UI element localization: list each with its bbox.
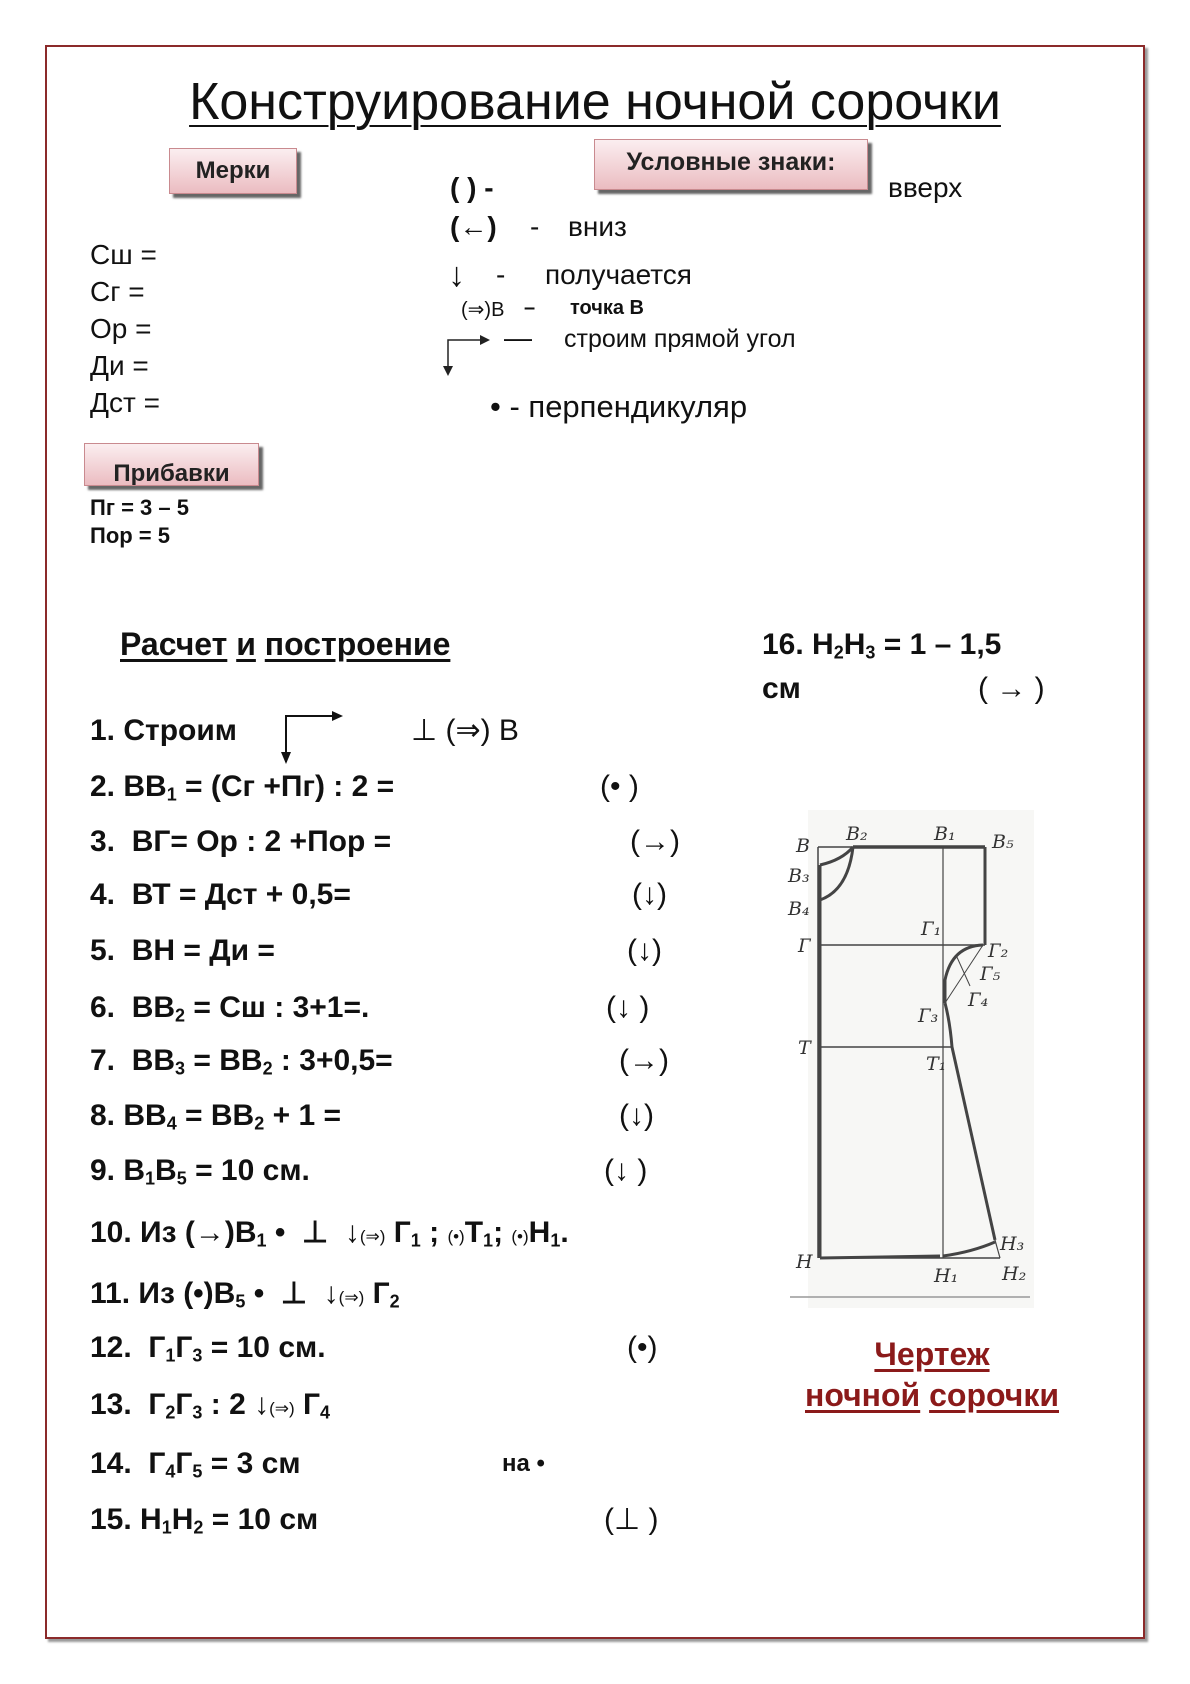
step-text: 2. $ВВ_1 = (Сг +Пг)$ : 2 = — [90, 770, 395, 805]
caption-word-1: Чертеж — [874, 1336, 990, 1372]
legend-down-dash: - — [530, 211, 540, 242]
step-text: 14. $Г_4Г_5 = 3$ см — [90, 1447, 301, 1482]
drawing-label: В₄ — [788, 898, 810, 920]
step-text: $Г_2$ — [364, 1277, 400, 1312]
step-text: 12. $Г_1Г_3 = 10$ см. — [90, 1331, 326, 1366]
step-small-symbol: (⇒) — [269, 1399, 295, 1418]
drawing-label: Н₃ — [1000, 1233, 1025, 1255]
legend-up-symbol: ( ) - — [450, 172, 494, 203]
step-small-symbol: (⇒) — [359, 1227, 386, 1246]
step-text: $Т_1$; — [464, 1216, 512, 1251]
drawing-label: В₃ — [788, 865, 810, 887]
drawing-label: В — [796, 835, 810, 857]
step-text: 4. ВТ = Дст + 0,5= — [90, 878, 351, 911]
step-9-direction: (↓ ) — [604, 1154, 648, 1187]
measure-or: Ор = — [90, 313, 152, 344]
step-16-mark: ( → ) — [978, 672, 1045, 705]
step-1-symbol: ⊥ (⇒) В — [411, 714, 519, 747]
caption-word-3: сорочки — [929, 1377, 1059, 1413]
measure-dst: Дст = — [90, 387, 160, 418]
step-9 — [90, 1153, 310, 1189]
drawing-label: Г — [798, 935, 811, 957]
legend-perpendicular: • - перпендикуляр — [490, 389, 748, 424]
legend-angle-dash: — — [504, 322, 532, 353]
step-text: 8. $ВВ_4 = ВВ_2 + 1$ = — [90, 1099, 341, 1134]
legend-point-dash: – — [524, 297, 536, 319]
step-15-direction: (⊥ ) — [604, 1503, 659, 1536]
step-14-direction: на • — [502, 1450, 545, 1477]
measure-sg: Сг = — [90, 276, 145, 307]
drawing-label: В₅ — [992, 831, 1014, 853]
drawing-label: Н — [796, 1251, 813, 1273]
step-text: 11. Из $(•)В_5$ • ⊥ ↓ — [90, 1277, 339, 1312]
step-6 — [90, 990, 369, 1026]
drawing-caption-line2 — [782, 1377, 1082, 1414]
step-5-direction: (↓) — [627, 934, 662, 967]
step-10 — [90, 1215, 569, 1255]
step-text: 15. $Н_1Н_2 = 10$ см — [90, 1503, 319, 1538]
step-6-direction: (↓ ) — [606, 991, 650, 1024]
step-small-symbol: (•) — [447, 1227, 465, 1246]
drawing-label: Г₄ — [968, 989, 989, 1011]
drawing-label: Т₁ — [926, 1053, 947, 1075]
step-7-direction: (→) — [619, 1044, 669, 1077]
step-16-line2: см — [762, 672, 801, 705]
section-word-2: и — [236, 626, 256, 662]
step-text: $Н_1$. — [528, 1216, 569, 1251]
measures-heading: Мерки — [169, 148, 297, 194]
legend-heading: Условные знаки: — [594, 139, 868, 190]
allowances-heading: Прибавки — [84, 443, 259, 486]
nightgown-pattern-drawing — [780, 800, 1080, 1320]
drawing-label: Г₅ — [980, 963, 1001, 985]
legend-result-symbol: ↓ — [448, 256, 465, 294]
legend-result-dash: - — [496, 259, 506, 290]
step-text: 7. $ВВ_3 = ВВ_2$ : 3+0,5= — [90, 1044, 393, 1079]
step-8-direction: (↓) — [619, 1099, 654, 1132]
step-5 — [90, 933, 275, 969]
step-text: $Г_4$ — [294, 1388, 331, 1423]
step-text: 6. $ВВ_2$ = Сш : 3+1=. — [90, 991, 370, 1026]
drawing-label: Г₂ — [988, 940, 1009, 962]
step-3-direction: (→) — [630, 825, 680, 858]
legend-down-text: вниз — [568, 211, 627, 242]
allowance-pg: Пг = 3 – 5 — [90, 495, 189, 520]
drawing-label: Н₂ — [1002, 1263, 1027, 1285]
legend-point-symbol: (⇒)В — [461, 299, 505, 321]
drawing-label: Г₁ — [921, 918, 942, 940]
step-12-direction: (•) — [627, 1331, 658, 1364]
step-text: 5. ВН = Ди = — [90, 934, 275, 967]
legend-angle-text: строим прямой угол — [564, 325, 796, 353]
legend-point-text: точка В — [570, 297, 644, 319]
step-2 — [90, 769, 394, 805]
drawing-label: Г₃ — [918, 1005, 939, 1027]
step-3 — [90, 824, 391, 860]
step-2-direction: (• ) — [600, 770, 639, 803]
drawing-label: В₁ — [934, 823, 956, 845]
step-text: 10. Из $(\to)В_1$ • ⊥ ↓ — [90, 1216, 360, 1251]
drawing-label: Н₁ — [934, 1265, 959, 1287]
step-8 — [90, 1098, 341, 1134]
step-4-direction: (↓) — [632, 878, 667, 911]
measure-di: Ди = — [90, 350, 149, 381]
step-14 — [90, 1446, 301, 1482]
drawing-label: В₂ — [846, 823, 868, 845]
step-4 — [90, 877, 351, 913]
step-1 — [90, 713, 237, 749]
step-7 — [90, 1043, 393, 1079]
step-16-line1: 16. $Н_2Н_3 = 1 - 1,5$ — [762, 628, 1002, 663]
step-11 — [90, 1276, 400, 1316]
step-text: 13. $Г_2Г_3$ : 2 ↓ — [90, 1388, 270, 1423]
legend-result-text: получается — [545, 259, 692, 290]
page-title: Конструирование ночной сорочки — [189, 73, 1001, 131]
drawing-label: Т — [798, 1037, 811, 1059]
step-text: 1. Строим — [90, 714, 237, 747]
step-text: $Г_1$ ; — [385, 1216, 448, 1251]
step-text: 9. $В_1В_5 = 10$ см. — [90, 1154, 310, 1189]
legend-down-symbol: (←) — [450, 211, 497, 242]
section-word-1: Расчет — [120, 626, 228, 662]
step-12 — [90, 1330, 326, 1366]
section-heading — [120, 626, 450, 663]
step-15 — [90, 1502, 318, 1538]
measure-sh: Сш = — [90, 239, 157, 270]
legend-up-text: вверх — [888, 172, 963, 203]
right-angle-icon — [280, 708, 346, 766]
allowance-por: Пор = 5 — [90, 523, 170, 548]
step-13 — [90, 1387, 330, 1427]
step-small-symbol: (⇒) — [338, 1288, 365, 1307]
step-text: 3. ВГ= Ор : 2 +Пор = — [90, 825, 392, 858]
step-small-symbol: (•) — [511, 1227, 529, 1246]
drawing-caption-line1 — [782, 1336, 1082, 1373]
right-angle-icon — [440, 330, 500, 380]
section-word-3: построение — [264, 626, 451, 662]
caption-word-2: ночной — [805, 1377, 921, 1413]
